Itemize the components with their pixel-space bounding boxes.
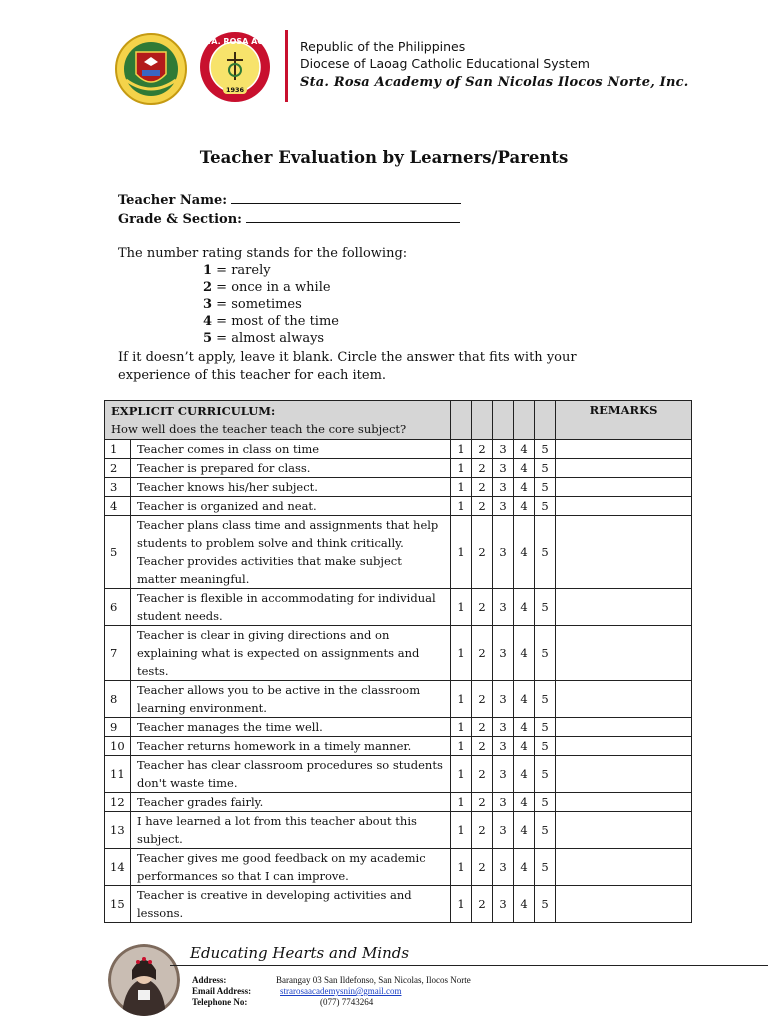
item-text: Teacher allows you to be active in the classroom learning environment.	[131, 681, 451, 718]
teacher-name-label: Teacher Name:	[118, 193, 228, 208]
rating-option[interactable]: 4	[514, 756, 535, 793]
rating-option[interactable]: 2	[472, 440, 493, 459]
item-number: 10	[105, 737, 131, 756]
header-scale-cell	[514, 401, 535, 440]
rating-option[interactable]: 4	[514, 737, 535, 756]
item-text: Teacher grades fairly.	[131, 793, 451, 812]
rating-option[interactable]: 2	[472, 737, 493, 756]
rating-option[interactable]: 4	[514, 497, 535, 516]
remarks-cell[interactable]	[556, 516, 692, 589]
table-row	[105, 626, 692, 681]
item-number: 7	[105, 626, 131, 681]
rating-option[interactable]: 3	[493, 440, 514, 459]
rating-legend-item: 1 = rarely	[203, 263, 271, 278]
grade-section-blank[interactable]	[246, 211, 460, 223]
rating-option[interactable]: 5	[535, 756, 556, 793]
rating-option[interactable]: 2	[472, 626, 493, 681]
page-title: Teacher Evaluation by Learners/Parents	[199, 148, 569, 167]
rating-option[interactable]: 4	[514, 793, 535, 812]
rating-legend-item: 2 = once in a while	[203, 280, 331, 295]
rating-option[interactable]: 5	[535, 478, 556, 497]
item-number: 15	[105, 886, 131, 923]
rating-legend-item: 4 = most of the time	[203, 314, 339, 329]
rating-option[interactable]: 1	[451, 440, 472, 459]
item-number: 9	[105, 718, 131, 737]
rating-option[interactable]: 1	[451, 478, 472, 497]
table-row	[105, 793, 692, 812]
rating-option[interactable]: 3	[493, 626, 514, 681]
table-header-row	[105, 401, 692, 440]
remarks-cell[interactable]	[556, 478, 692, 497]
remarks-cell[interactable]	[556, 756, 692, 793]
rating-option[interactable]: 3	[493, 516, 514, 589]
item-number: 11	[105, 756, 131, 793]
table-row	[105, 886, 692, 923]
table-row	[105, 849, 692, 886]
rating-option[interactable]: 2	[472, 589, 493, 626]
rating-option[interactable]: 3	[493, 459, 514, 478]
rating-option[interactable]: 1	[451, 718, 472, 737]
item-number: 13	[105, 812, 131, 849]
item-number: 14	[105, 849, 131, 886]
rating-option[interactable]: 5	[535, 440, 556, 459]
item-text: Teacher comes in class on time	[131, 440, 451, 459]
rating-option[interactable]: 2	[472, 478, 493, 497]
rating-legend-item: 3 = sometimes	[203, 297, 302, 312]
svg-text:1936: 1936	[225, 86, 245, 94]
rating-option[interactable]: 4	[514, 516, 535, 589]
rating-legend-item: 5 = almost always	[203, 331, 325, 346]
svg-text:STA. ROSA ACA: STA. ROSA ACA	[200, 37, 270, 46]
remarks-cell[interactable]	[556, 497, 692, 516]
rating-option[interactable]: 4	[514, 440, 535, 459]
table-row	[105, 516, 692, 589]
email-label: Email Address:	[192, 986, 252, 996]
rating-option[interactable]: 5	[535, 516, 556, 589]
rating-option[interactable]: 4	[514, 718, 535, 737]
rating-option[interactable]: 3	[493, 478, 514, 497]
rating-option[interactable]: 2	[472, 681, 493, 718]
header-school-name: Sta. Rosa Academy of San Nicolas Ilocos Norte, Inc.	[300, 75, 689, 90]
rating-option[interactable]: 3	[493, 756, 514, 793]
rating-option[interactable]: 1	[451, 737, 472, 756]
phone-value: (077) 7743264	[320, 997, 374, 1007]
rating-option[interactable]: 3	[493, 793, 514, 812]
rating-option[interactable]: 5	[535, 718, 556, 737]
rating-intro: The number rating stands for the following:	[118, 246, 408, 261]
teacher-name-field	[118, 192, 461, 208]
header-scale-cell	[493, 401, 514, 440]
item-number: 1	[105, 440, 131, 459]
rating-option[interactable]: 4	[514, 478, 535, 497]
rating-option[interactable]: 2	[472, 849, 493, 886]
rating-option[interactable]: 3	[493, 718, 514, 737]
rating-option[interactable]: 4	[514, 886, 535, 923]
item-number: 2	[105, 459, 131, 478]
table-row	[105, 681, 692, 718]
item-text: Teacher manages the time well.	[131, 718, 451, 737]
remarks-cell[interactable]	[556, 718, 692, 737]
remarks-cell[interactable]	[556, 681, 692, 718]
rating-option[interactable]: 4	[514, 459, 535, 478]
table-row	[105, 718, 692, 737]
item-text: Teacher knows his/her subject.	[131, 478, 451, 497]
section-header-cell	[105, 401, 451, 440]
section-question: How well does the teacher teach the core subject?	[111, 422, 407, 436]
rating-option[interactable]: 2	[472, 497, 493, 516]
item-number: 5	[105, 516, 131, 589]
rating-option[interactable]: 5	[535, 459, 556, 478]
rating-option[interactable]: 1	[451, 812, 472, 849]
remarks-cell[interactable]	[556, 793, 692, 812]
rating-option[interactable]: 4	[514, 812, 535, 849]
header-divider	[285, 30, 288, 102]
rating-option[interactable]: 5	[535, 793, 556, 812]
item-text: Teacher is clear in giving directions and on explaining what is expected on assignments and tests.	[131, 626, 451, 681]
rating-option[interactable]: 1	[451, 756, 472, 793]
item-number: 4	[105, 497, 131, 516]
rating-option[interactable]: 3	[493, 589, 514, 626]
table-row	[105, 756, 692, 793]
rating-option[interactable]: 3	[493, 812, 514, 849]
rating-option[interactable]: 5	[535, 886, 556, 923]
table-row	[105, 497, 692, 516]
rating-option[interactable]: 1	[451, 793, 472, 812]
rating-option[interactable]: 5	[535, 737, 556, 756]
item-text: Teacher gives me good feedback on my academic performances so that I can improve.	[131, 849, 451, 886]
rating-option[interactable]: 5	[535, 681, 556, 718]
rating-option[interactable]: 3	[493, 737, 514, 756]
remarks-cell[interactable]	[556, 440, 692, 459]
rating-option[interactable]: 3	[493, 497, 514, 516]
rating-option[interactable]: 2	[472, 459, 493, 478]
rating-option[interactable]: 1	[451, 589, 472, 626]
rating-option[interactable]: 1	[451, 626, 472, 681]
item-number: 8	[105, 681, 131, 718]
header-scale-cell	[451, 401, 472, 440]
rating-option[interactable]: 3	[493, 849, 514, 886]
table-row	[105, 478, 692, 497]
rating-option[interactable]: 4	[514, 849, 535, 886]
header-scale-cell	[535, 401, 556, 440]
remarks-cell[interactable]	[556, 849, 692, 886]
item-number: 6	[105, 589, 131, 626]
table-row	[105, 589, 692, 626]
rating-option[interactable]: 2	[472, 812, 493, 849]
section-title: EXPLICIT CURRICULUM:	[111, 404, 276, 418]
address-value: Barangay 03 San Ildefonso, San Nicolas, Ilocos Norte	[276, 975, 471, 985]
item-text: Teacher is creative in developing activities and lessons.	[131, 886, 451, 923]
rating-option[interactable]: 4	[514, 681, 535, 718]
rating-option[interactable]: 2	[472, 516, 493, 589]
saint-portrait-image	[108, 944, 180, 1016]
rating-option[interactable]: 2	[472, 718, 493, 737]
teacher-name-blank[interactable]	[231, 192, 461, 204]
rating-option[interactable]: 3	[493, 886, 514, 923]
item-text: Teacher returns homework in a timely manner.	[131, 737, 451, 756]
rating-option[interactable]: 5	[535, 626, 556, 681]
rating-option[interactable]: 1	[451, 681, 472, 718]
phone-label: Telephone No:	[192, 997, 248, 1007]
rating-option[interactable]: 2	[472, 886, 493, 923]
diocese-seal-logo	[108, 32, 194, 106]
evaluation-table	[104, 400, 692, 923]
remarks-cell[interactable]	[556, 812, 692, 849]
footer-motto: Educating Hearts and Minds	[190, 944, 410, 962]
rating-option[interactable]: 5	[535, 589, 556, 626]
remarks-cell[interactable]	[556, 737, 692, 756]
item-text: Teacher is organized and neat.	[131, 497, 451, 516]
item-number: 12	[105, 793, 131, 812]
rating-option[interactable]: 4	[514, 626, 535, 681]
remarks-cell[interactable]	[556, 589, 692, 626]
remarks-cell[interactable]	[556, 626, 692, 681]
rating-option[interactable]: 1	[451, 516, 472, 589]
footer-divider	[170, 965, 768, 966]
grade-section-label: Grade & Section:	[118, 212, 242, 227]
rating-option[interactable]: 1	[451, 459, 472, 478]
remarks-cell[interactable]	[556, 459, 692, 478]
header-scale-cell	[472, 401, 493, 440]
address-label: Address:	[192, 975, 227, 985]
rating-option[interactable]: 2	[472, 756, 493, 793]
item-text: Teacher plans class time and assignments that help students to problem solve and think critically. Teacher provides activities that make subject matter meaningful.	[131, 516, 451, 589]
table-row	[105, 440, 692, 459]
item-text: I have learned a lot from this teacher about this subject.	[131, 812, 451, 849]
rating-option[interactable]: 1	[451, 886, 472, 923]
email-link[interactable]: strarosaacademysnin@gmail.com	[280, 986, 402, 996]
item-number: 3	[105, 478, 131, 497]
item-text: Teacher is prepared for class.	[131, 459, 451, 478]
header-republic: Republic of the Philippines	[300, 39, 466, 54]
remarks-header: REMARKS	[556, 401, 692, 440]
rating-option[interactable]: 5	[535, 849, 556, 886]
rating-option[interactable]: 5	[535, 497, 556, 516]
rating-option[interactable]: 2	[472, 793, 493, 812]
table-row	[105, 459, 692, 478]
rating-option[interactable]: 5	[535, 812, 556, 849]
item-text: Teacher has clear classroom procedures so students don't waste time.	[131, 756, 451, 793]
remarks-cell[interactable]	[556, 886, 692, 923]
grade-section-field	[118, 211, 460, 227]
header-diocese: Diocese of Laoag Catholic Educational System	[300, 56, 590, 71]
table-row	[105, 737, 692, 756]
instructions-note: If it doesn’t apply, leave it blank. Circle the answer that fits with your experience of this teacher for each item.	[118, 350, 577, 383]
rating-option[interactable]: 3	[493, 681, 514, 718]
item-text: Teacher is flexible in accommodating for individual student needs.	[131, 589, 451, 626]
table-row	[105, 812, 692, 849]
rating-option[interactable]: 4	[514, 589, 535, 626]
rating-option[interactable]: 1	[451, 497, 472, 516]
rating-option[interactable]: 1	[451, 849, 472, 886]
school-seal-logo	[198, 30, 272, 104]
